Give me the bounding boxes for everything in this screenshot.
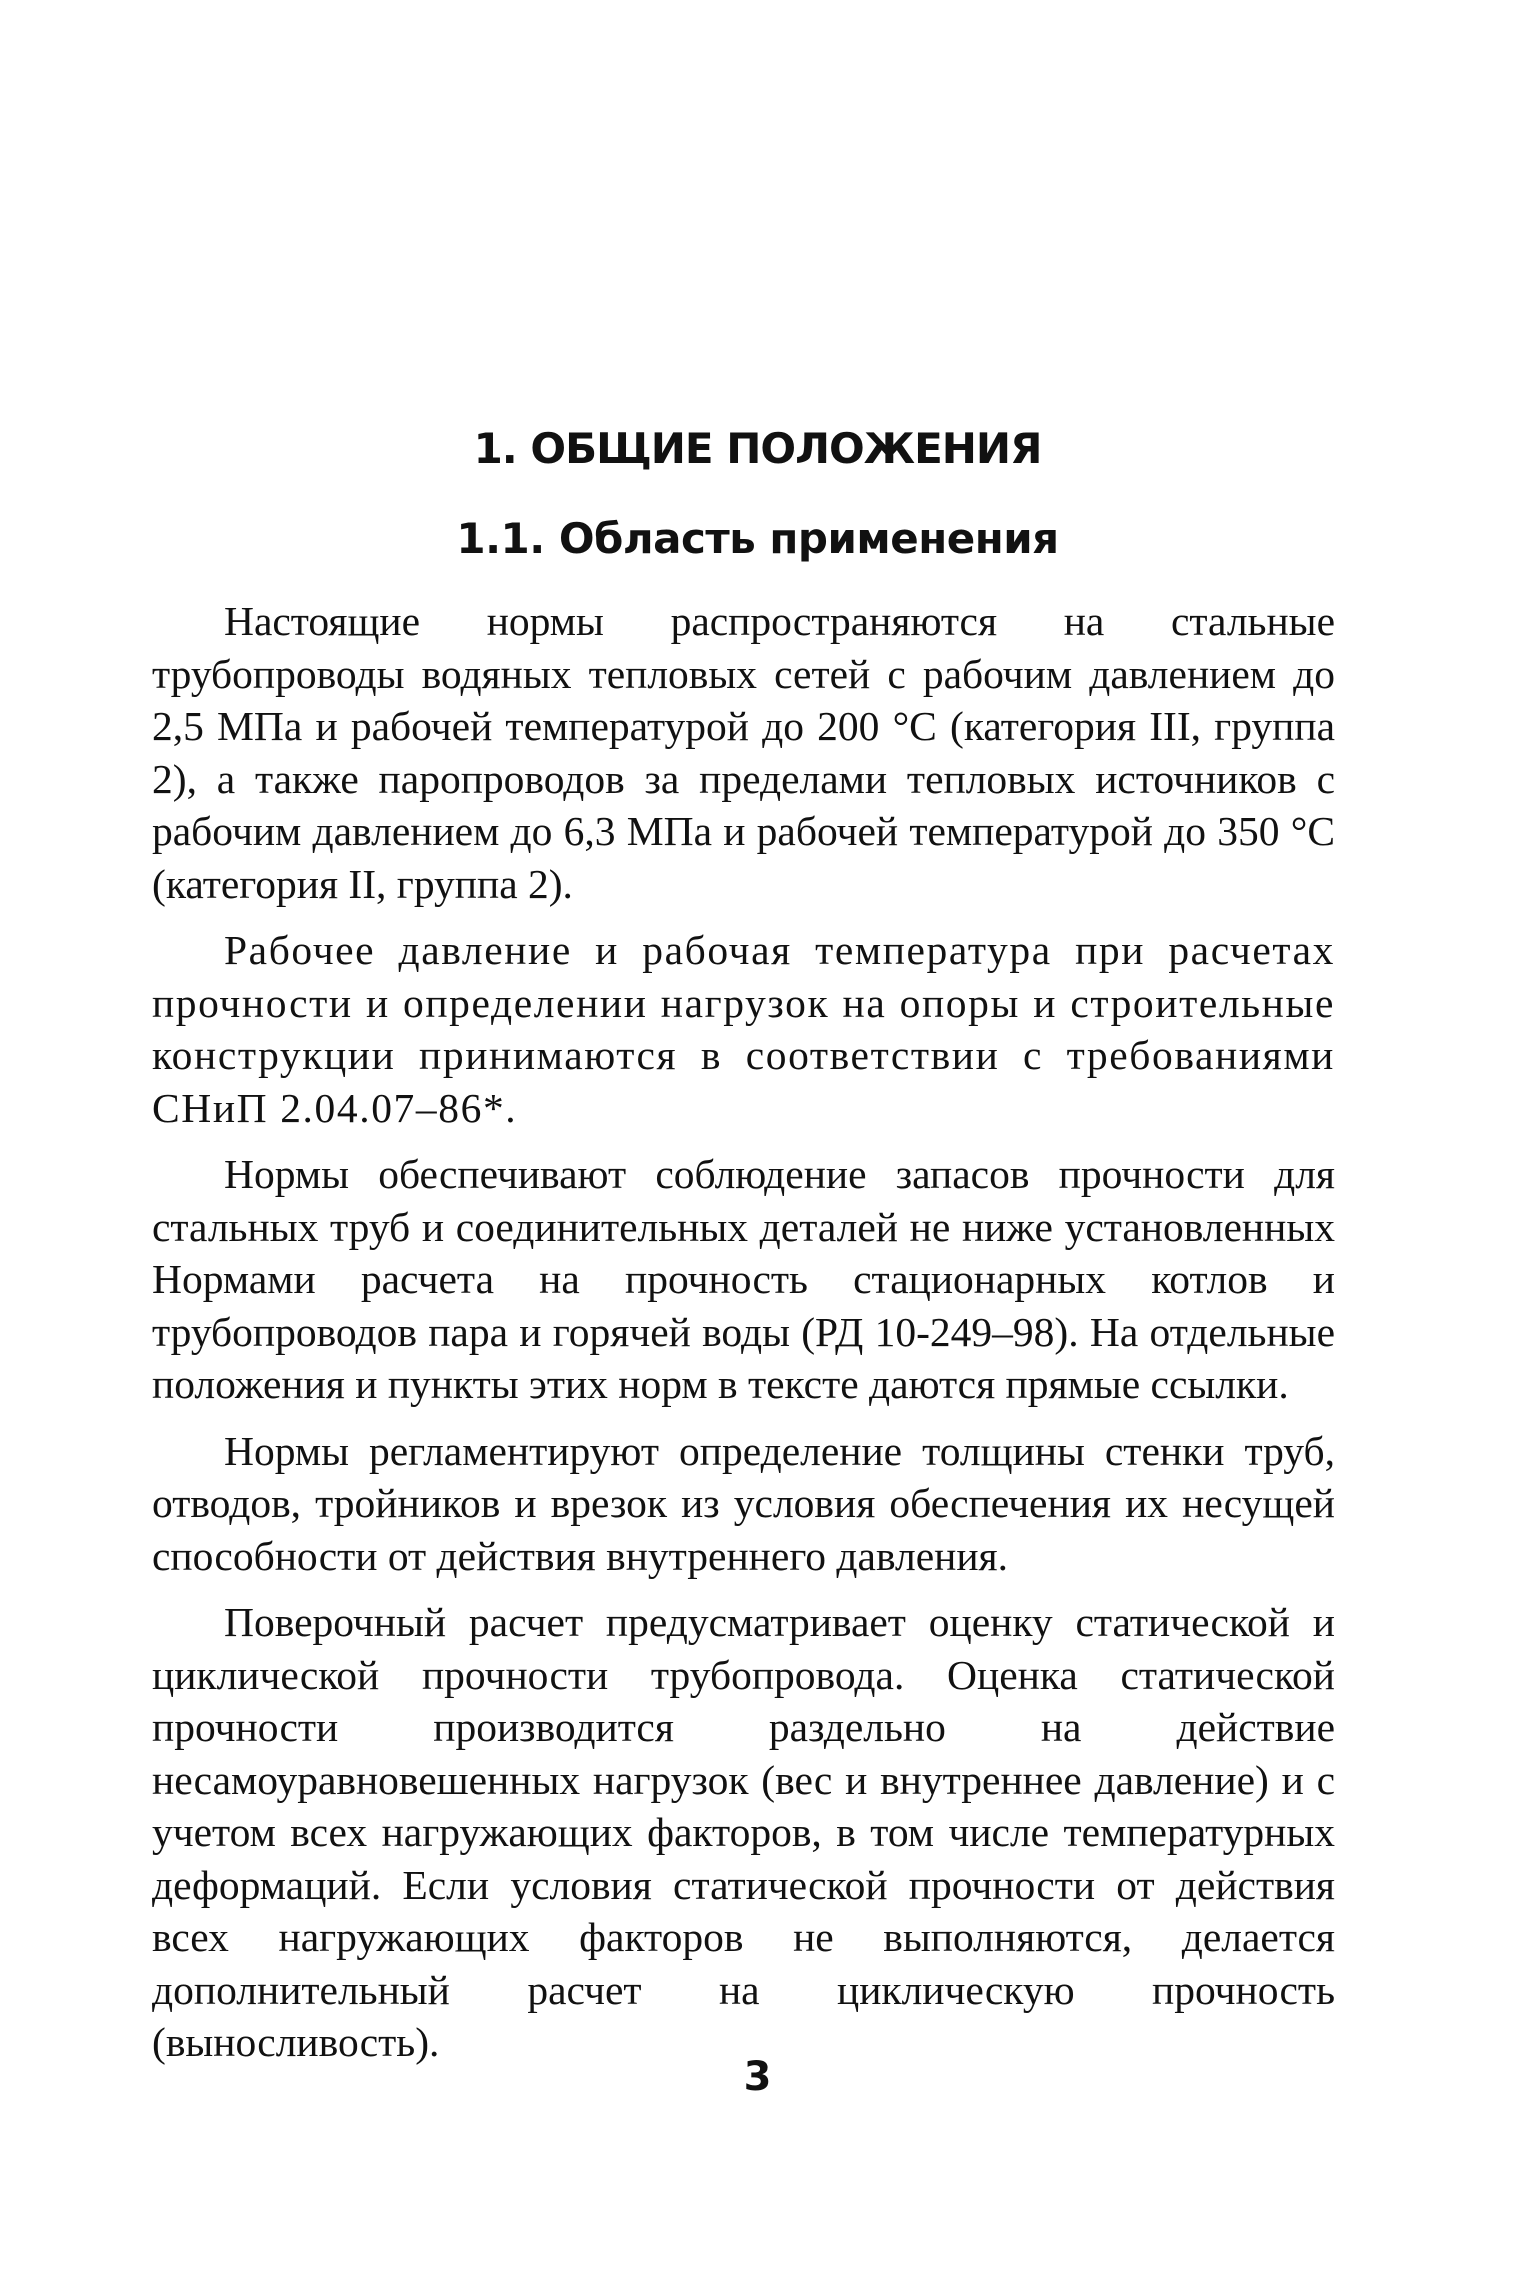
paragraph-wall-thickness: Нормы регламентируют определение толщины стенки труб, отводов, тройников и врезок из условия обеспечения их несущей способности от действия внутреннего давления. (152, 1427, 1335, 1579)
chapter-title: 1. ОБЩИЕ ПОЛОЖЕНИЯ (473, 424, 1042, 473)
page-number: 3 (743, 2054, 772, 2100)
paragraph-verification-calculation: Поверочный расчет предусматривает оценку статической и циклической прочности трубопровода. Оценка статической прочности производится раздельно на действие несамоуравновешенных нагрузок (вес и внутреннее давление) и с учетом всех нагружающих факторов, в том числе температурных деформаций. Если условия статической прочности от действия всех нагружающих факторов не выполняются, делается дополнительный расчет на циклическую прочность (выносливость). (152, 1599, 1335, 2065)
paragraph-scope: Настоящие нормы распространяются на стальные трубопроводы водяных тепловых сетей с рабочим давлением до 2,5 МПа и рабочей температурой до 200 °С (категория III, группа 2), а также паропроводов за пределами тепловых источников с рабочим давлением до 6,3 МПа и рабочей температурой до 350 °С (категория II, группа 2). (152, 598, 1335, 907)
paragraph-strength-margins: Нормы обеспечивают соблюдение запасов прочности для стальных труб и соединительных деталей не ниже установленных Нормами расчета на прочность стационарных котлов и трубопроводов пара и горячей воды (РД 10-249–98). На отдельные положения и пункты этих норм в тексте даются прямые ссылки. (152, 1151, 1335, 1407)
body-text (152, 595, 1335, 2083)
paragraph-working-pressure: Рабочее давление и рабочая температура при расчетах прочности и определении нагрузок на опоры и строительные конструкции принимаются в соответствии с требованиями СНиП 2.04.07–86*. (152, 927, 1335, 1131)
section-title: 1.1. Область применения (456, 514, 1059, 563)
